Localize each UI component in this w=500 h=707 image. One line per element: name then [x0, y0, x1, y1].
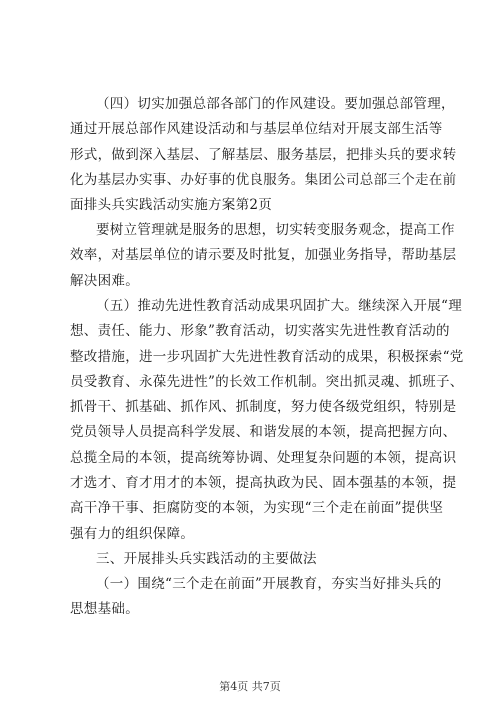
section-heading-3: [70, 547, 450, 572]
text-line: 效率，对基层单位的请示要及时批复，加强业务指导，帮助基层: [70, 247, 457, 264]
page-footer: 第4页 共7页: [219, 680, 281, 693]
heading-line: 三、开展排头兵实践活动的主要做法: [96, 551, 317, 567]
text-line: （四）切实加强总部各部门的作风建设。要加强总部管理，: [96, 96, 455, 112]
text-line: 整改措施，进一步巩固扩大先进性教育活动的成果，积极探索“党: [70, 348, 464, 365]
text-line: 思想基础。: [70, 601, 139, 618]
text-line: 才选才、育才用才的本领，提高执政为民、固本强基的本领，提: [70, 475, 457, 492]
text-line: 总揽全局的本领，提高统筹协调、处理复杂问题的本领，提高识: [70, 449, 457, 466]
paragraph-management-service: [70, 218, 457, 294]
paragraph-subsection-1: [70, 572, 450, 623]
text-line: 高干净干事、拒腐防变的本领，为实现“三个走在前面”提供坚: [70, 500, 444, 517]
text-line: 解决困难。: [70, 272, 139, 289]
text-line: 员受教育、永葆先进性”的长效工作机制。突出抓灵魂、抓班子、: [70, 373, 464, 390]
text-line: 化为基层办实事、办好事的优良服务。集团公司总部三个走在前: [70, 171, 457, 188]
text-line: （一）围绕“三个走在前面”开展教育，夯实当好排头兵的: [96, 576, 442, 592]
text-line: 想、责任、能力、形象”教育活动，切实落实先进性教育活动的: [70, 323, 450, 340]
paragraph-section-5: [70, 294, 464, 547]
text-line: 面排头兵实践活动实施方案第2页: [70, 197, 273, 214]
text-line: 通过开展总部作风建设活动和与基层单位结对开展支部生活等: [70, 121, 443, 138]
text-line: 抓骨干、抓基础、抓作风、抓制度，努力使各级党组织，特别是: [70, 399, 457, 416]
text-line: （五）推动先进性教育活动成果巩固扩大。继续深入开展“理: [96, 298, 463, 314]
text-line: 强有力的组织保障。: [70, 525, 195, 542]
paragraph-section-4: [70, 92, 457, 218]
text-line: 要树立管理就是服务的思想，切实转变服务观念，提高工作: [96, 222, 455, 238]
text-line: 党员领导人员提高科学发展、和谐发展的本领，提高把握方向、: [70, 424, 457, 441]
text-line: 形式，做到深入基层、了解基层、服务基层，把排头兵的要求转: [70, 146, 457, 163]
